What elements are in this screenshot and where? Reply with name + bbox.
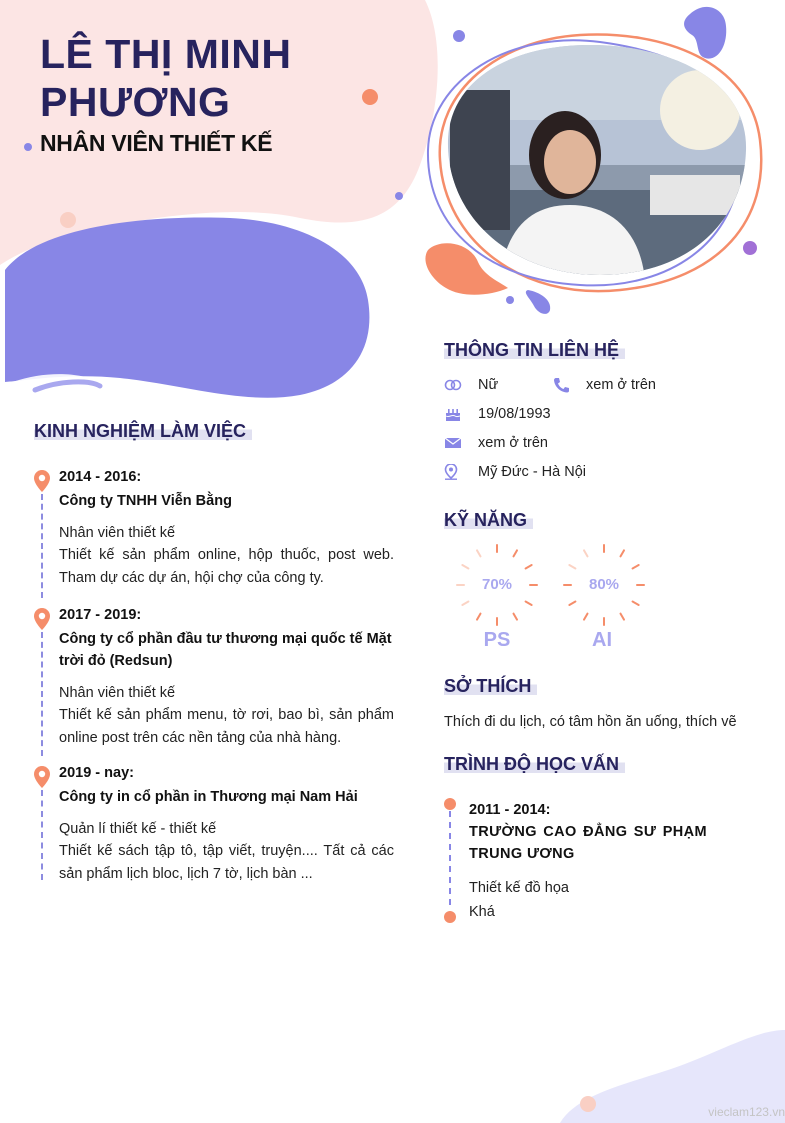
orange-splash (425, 243, 508, 295)
contact-email (444, 435, 548, 451)
dot (60, 212, 76, 228)
dot (395, 192, 403, 200)
experience-section-title: KINH NGHIỆM LÀM VIỆC (34, 421, 252, 442)
skill-tick (569, 565, 575, 569)
timeline-line (41, 790, 43, 880)
purple-drop (684, 7, 726, 59)
skill-percent-ps: 70% (481, 576, 513, 593)
experience-role: Nhân viên thiết kế (59, 525, 176, 541)
contact-birthday (444, 406, 551, 422)
experience-period: 2017 - 2019: (59, 607, 142, 623)
skill-tick (621, 550, 625, 556)
dot (743, 241, 757, 255)
skills-section-title-wrap (444, 510, 533, 531)
cake-icon (444, 406, 462, 422)
skill-tick (477, 614, 481, 620)
address-value: Mỹ Đức - Hà Nội (478, 464, 586, 480)
profile-photo (440, 40, 760, 280)
skill-tick (584, 614, 588, 620)
contact-gender (444, 377, 498, 393)
education-timeline (443, 797, 457, 925)
watermark: vieclam123.vn (708, 1105, 785, 1119)
skill-tick (633, 565, 639, 569)
hobbies-section-title: SỞ THÍCH (444, 676, 537, 697)
skill-tick (526, 565, 532, 569)
skill-name-ps: PS (483, 629, 511, 651)
location-pin-icon (34, 470, 50, 492)
contact-section-title-wrap (444, 340, 625, 361)
experience-company: Công ty cổ phần đầu tư thương mại quốc tế Mặt trời đỏ (Redsun) (59, 631, 392, 669)
dot (24, 143, 32, 151)
skill-tick (569, 602, 575, 606)
education-section-title-wrap (444, 754, 625, 775)
skill-tick (621, 614, 625, 620)
experience-description: Thiết kế sách tập tô, tập viết, truyện.... Tất cả các sản phẩm lịch bloc, lịch 7 tờ, lịch bàn ... (59, 843, 394, 882)
purple-blob (5, 218, 369, 398)
dot (580, 1096, 596, 1112)
experience-description: Thiết kế sản phẩm menu, tờ rơi, bao bì, sản phẩm online post trên các nền tảng của nhà hàng. (59, 707, 394, 746)
experience-item (34, 762, 394, 882)
dot (506, 296, 514, 304)
experience-description: Thiết kế sản phẩm online, hộp thuốc, post web. Tham dự các dự án, hội chợ của công ty. (59, 547, 394, 586)
phone-value: xem ở trên (586, 377, 656, 393)
experience-role: Quản lí thiết kế - thiết kế (59, 821, 217, 837)
candidate-name: LÊ THỊ MINH PHƯƠNG (40, 31, 292, 125)
experience-section-title-wrap (34, 421, 252, 442)
contact-phone (552, 377, 656, 393)
skill-tick (477, 550, 481, 556)
skill-tick (526, 602, 532, 606)
phone-icon (552, 377, 570, 393)
education-section-title: TRÌNH ĐỘ HỌC VẤN (444, 754, 625, 775)
education-grade: Khá (469, 904, 495, 920)
hobbies-text: Thích đi du lịch, có tâm hồn ăn uống, thích vẽ (444, 714, 737, 730)
purple-drop (526, 290, 550, 314)
purple-swoosh-line (35, 382, 100, 390)
experience-list (34, 462, 394, 882)
experience-company: Công ty in cổ phần in Thương mại Nam Hải (59, 789, 358, 805)
education-school: TRƯỜNG CAO ĐẲNG SƯ PHẠM TRUNG ƯƠNG (469, 824, 707, 862)
experience-item (34, 466, 394, 600)
experience-period: 2014 - 2016: (59, 469, 142, 485)
experience-role: Nhân viên thiết kế (59, 685, 176, 701)
gender-value: Nữ (478, 377, 499, 393)
job-title: NHÂN VIÊN THIẾT KẾ (40, 130, 273, 156)
skill-percent-ai: 80% (588, 576, 620, 593)
hobbies-section-title-wrap (444, 676, 537, 697)
skill-tick (462, 565, 468, 569)
experience-period: 2019 - nay: (59, 765, 134, 781)
location-pin-icon (34, 608, 50, 630)
skill-tick (633, 602, 639, 606)
skill-tick (514, 550, 518, 556)
timeline-line (41, 632, 43, 756)
education-period: 2011 - 2014: (469, 802, 551, 818)
email-value: xem ở trên (478, 435, 548, 451)
skill-tick (514, 614, 518, 620)
mail-icon (444, 435, 462, 451)
gender-icon (444, 377, 462, 393)
location-pin-icon (34, 766, 50, 788)
skill-tick (584, 550, 588, 556)
experience-company: Công ty TNHH Viễn Bằng (59, 493, 232, 509)
skill-name-ai: AI (592, 629, 612, 651)
location-icon (444, 464, 462, 480)
contact-section-title: THÔNG TIN LIÊN HỆ (444, 340, 625, 361)
experience-item (34, 604, 394, 758)
education-major: Thiết kế đồ họa (469, 880, 569, 896)
timeline-line (41, 494, 43, 598)
dot (453, 30, 465, 42)
birthday-value: 19/08/1993 (478, 406, 551, 422)
skill-tick (462, 602, 468, 606)
education-item (469, 799, 707, 924)
contact-address (444, 464, 586, 480)
skills-section-title: KỸ NĂNG (444, 510, 533, 531)
